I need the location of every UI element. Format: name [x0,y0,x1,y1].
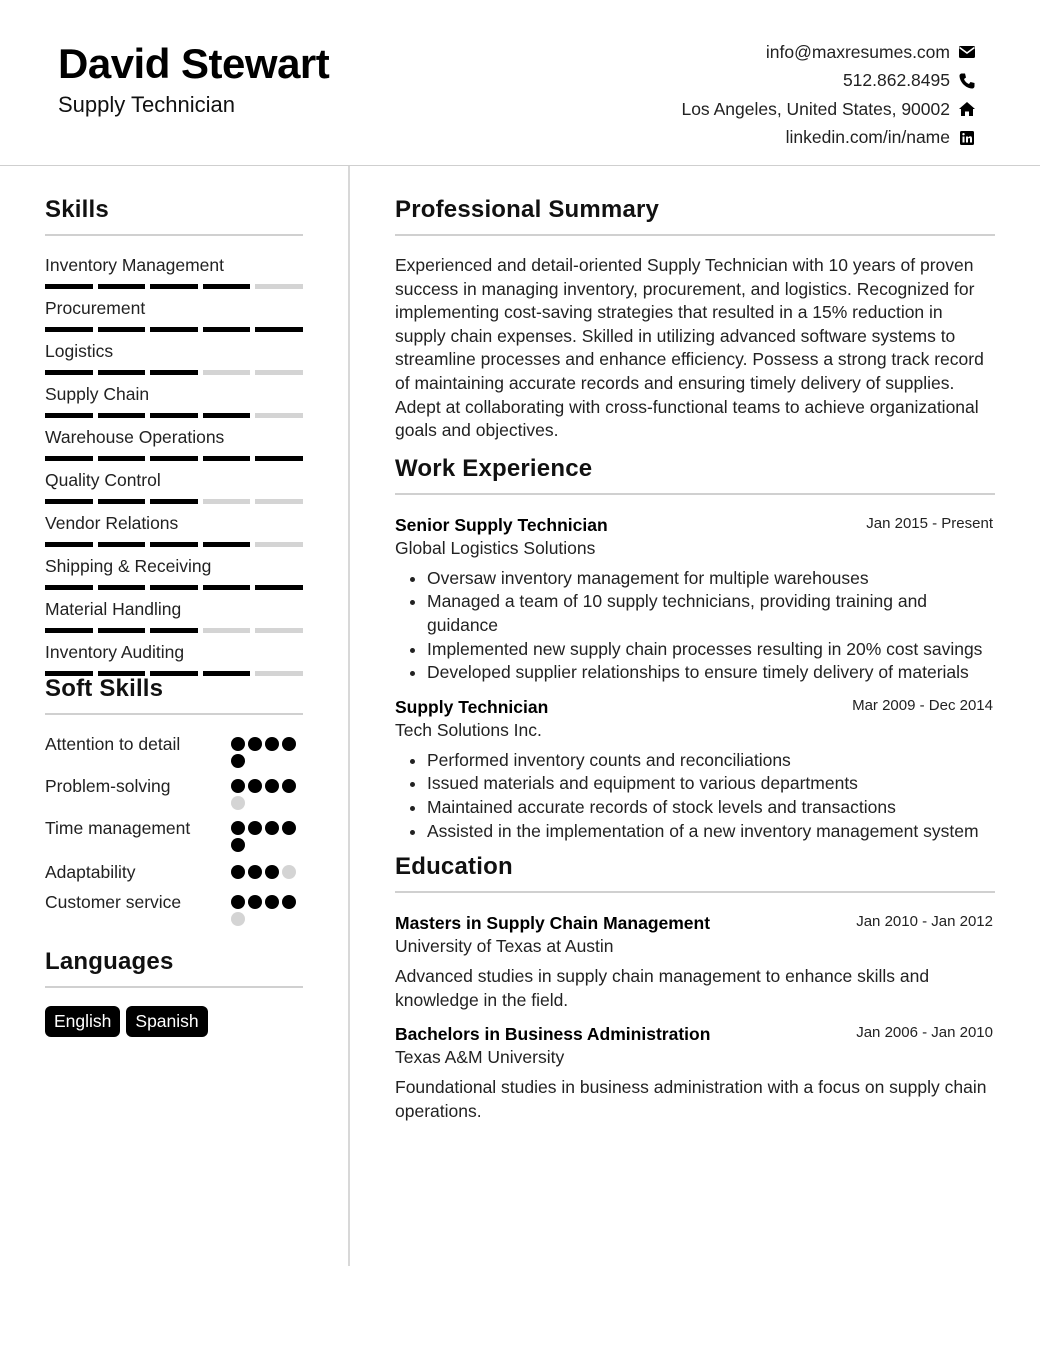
job-company: Tech Solutions Inc. [395,719,542,740]
education-header [395,1024,995,1045]
soft-skill-name: Problem-solving [45,776,171,796]
soft-skill-name: Time management [45,818,191,838]
skill-item [45,549,303,592]
skill-level-segment [255,499,303,504]
languages-section [45,948,303,1037]
job-bullet: • Developed supplier relationships to ensure timely delivery of materials [427,661,995,685]
rating-dot [248,737,262,751]
jobs-list [395,515,995,843]
skill-level-segment [45,499,93,504]
skill-level-segment [150,327,198,332]
skill-level-segment [98,628,146,633]
soft-skill-rating [231,733,303,768]
skill-name: Procurement [45,298,146,318]
skill-level-bar [45,370,303,375]
job-entry [395,515,995,685]
skill-level-segment [203,671,251,676]
rating-dot [231,821,245,835]
skill-level-bar [45,585,303,590]
skill-level-bar [45,542,303,547]
job-bullets [395,567,995,685]
skill-level-segment [45,585,93,590]
contact-phone[interactable] [681,67,976,96]
rating-dot [231,779,245,793]
education-school: University of Texas at Austin [395,936,614,957]
job-date: Jan 2015 - Present [866,514,993,532]
skill-level-segment [255,671,303,676]
rating-dot [231,754,245,768]
linkedin-icon [958,129,976,147]
skill-level-segment [203,370,251,375]
job-bullet: • Oversaw inventory management for multiple warehouses [427,567,995,591]
skill-level-segment [45,413,93,418]
skill-level-segment [45,542,93,547]
skills-heading: Skills [45,196,109,223]
skill-item [45,463,303,506]
skill-item [45,635,303,678]
soft-skills-heading: Soft Skills [45,675,164,702]
skill-item [45,506,303,549]
skill-item [45,592,303,635]
education-heading: Education [395,853,513,881]
skill-level-bar [45,628,303,633]
rating-dot [248,821,262,835]
job-bullet: • Implemented new supply chain processes resulting in 20% cost savings [427,638,995,662]
skill-level-bar [45,456,303,461]
skill-name: Material Handling [45,599,182,619]
contact-linkedin[interactable] [681,124,976,153]
contact-address [681,95,976,124]
skill-level-segment [255,413,303,418]
skill-level-segment [203,456,251,461]
phone-icon [958,72,976,90]
soft-skills-list [45,733,303,926]
soft-skill-item [45,817,303,852]
soft-skill-rating [231,775,303,810]
soft-skill-item [45,775,303,810]
skill-level-segment [98,413,146,418]
education-degree: Masters in Supply Chain Management [395,913,711,934]
summary-heading: Professional Summary [395,196,660,223]
skill-level-segment [203,542,251,547]
right-column [395,196,995,1123]
rating-dot [248,895,262,909]
candidate-title: Supply Technician [58,92,235,117]
skill-level-segment [150,499,198,504]
rating-dot [282,821,296,835]
skill-level-segment [98,284,146,289]
resume-header [0,0,1040,166]
skill-level-segment [150,456,198,461]
skill-level-segment [203,284,251,289]
soft-skills-rule [45,713,303,715]
skill-name: Warehouse Operations [45,427,225,447]
skill-level-segment [203,327,251,332]
rating-dot [282,779,296,793]
skill-name: Logistics [45,341,114,361]
job-company: Global Logistics Solutions [395,537,596,558]
skill-name: Shipping & Receiving [45,556,212,576]
rating-dot [265,895,279,909]
skill-level-segment [98,370,146,375]
skill-level-segment [203,585,251,590]
skill-level-segment [98,542,146,547]
job-bullet: • Managed a team of 10 supply technicians, providing training and guidance [427,590,995,637]
job-role: Supply Technician [395,696,549,717]
soft-skills-section [45,675,303,926]
skill-level-segment [98,456,146,461]
education-section [395,853,995,1123]
left-column [45,196,303,1037]
skill-level-bar [45,284,303,289]
skill-level-segment [45,327,93,332]
job-header [395,697,995,718]
skill-level-segment [98,327,146,332]
skill-level-segment [203,413,251,418]
rating-dot [231,838,245,852]
skill-level-segment [255,327,303,332]
soft-skill-name: Attention to detail [45,734,181,754]
skill-item [45,334,303,377]
education-entry [395,913,995,1012]
summary-text: Experienced and detail-oriented Supply Technician with 10 years of proven success in managing inventory, procurement, and logistics. Recognized for implementing cost-saving strategies that resulted in a 15% reduction in supply chain expenses. Skilled in utilizing advanced software systems to streamline processes and enhance efficiency. Possess a strong track record of maintaining accurate records and ensuring timely delivery of supplies. Adept at collaborating with cross-functional teams to achieve organizational goals and objectives. [395,255,984,441]
skill-name: Supply Chain [45,384,150,404]
contact-address-text: Los Angeles, United States, 90002 [681,98,950,119]
soft-skill-item [45,891,303,926]
education-list [395,913,995,1123]
skill-level-segment [255,284,303,289]
skill-level-segment [45,628,93,633]
rating-dot [282,737,296,751]
skill-level-segment [255,542,303,547]
column-divider [348,166,350,1266]
soft-skill-rating [231,817,303,852]
experience-heading: Work Experience [395,454,593,482]
skill-item [45,248,303,291]
rating-dot [231,895,245,909]
skill-item [45,420,303,463]
skill-level-segment [98,499,146,504]
soft-skill-item [45,861,303,884]
contact-email[interactable] [681,38,976,67]
job-entry [395,697,995,843]
skill-level-segment [150,284,198,289]
skill-level-segment [150,585,198,590]
skill-level-segment [45,370,93,375]
languages-heading: Languages [45,948,174,975]
soft-skill-item [45,733,303,768]
education-rule [395,891,995,893]
rating-dot [231,865,245,879]
contact-linkedin-text: linkedin.com/in/name [785,127,950,148]
soft-skill-name: Adaptability [45,862,136,882]
contact-block [681,38,976,152]
language-badge: English [45,1006,120,1037]
languages-list [45,1006,303,1037]
job-bullet: • Maintained accurate records of stock levels and transactions [427,796,995,820]
language-badge: Spanish [126,1006,207,1037]
skill-level-segment [255,456,303,461]
skills-section [45,196,303,678]
skill-item [45,377,303,420]
job-bullets [395,749,995,843]
soft-skill-rating [231,861,303,884]
skill-level-bar [45,413,303,418]
skill-name: Quality Control [45,470,161,490]
soft-skill-name: Customer service [45,892,182,912]
skill-level-bar [45,327,303,332]
job-header [395,515,995,536]
skill-level-segment [45,284,93,289]
skill-name: Vendor Relations [45,513,179,533]
experience-section [395,455,995,843]
languages-rule [45,986,303,988]
skill-level-segment [150,370,198,375]
contact-email-text: info@maxresumes.com [765,41,950,62]
job-date: Mar 2009 - Dec 2014 [852,696,993,714]
rating-dot [231,737,245,751]
skill-item [45,291,303,334]
education-school: Texas A&M University [395,1047,565,1068]
skill-name: Inventory Management [45,255,224,275]
rating-dot [282,865,296,879]
skill-level-segment [203,499,251,504]
education-entry [395,1024,995,1123]
education-header [395,913,995,934]
rating-dot [265,737,279,751]
skill-level-segment [150,413,198,418]
rating-dot [231,796,245,810]
rating-dot [231,912,245,926]
job-bullet: • Assisted in the implementation of a new inventory management system [427,820,995,844]
education-degree: Bachelors in Business Administration [395,1024,711,1045]
rating-dot [265,821,279,835]
envelope-icon [958,43,976,61]
skill-level-segment [203,628,251,633]
skills-list [45,248,303,678]
job-bullet: • Issued materials and equipment to various departments [427,772,995,796]
skill-level-segment [150,628,198,633]
skill-level-segment [150,542,198,547]
summary-section [395,196,995,443]
rating-dot [265,865,279,879]
skill-level-segment [98,585,146,590]
soft-skill-rating [231,891,303,926]
education-description: Advanced studies in supply chain management to enhance skills and knowledge in the field. [395,966,930,1011]
education-date: Jan 2006 - Jan 2010 [856,1024,993,1042]
skill-level-bar [45,499,303,504]
job-role: Senior Supply Technician [395,514,608,535]
rating-dot [248,779,262,793]
contact-phone-text: 512.862.8495 [842,70,950,91]
job-bullet: • Performed inventory counts and reconciliations [427,749,995,773]
rating-dot [265,779,279,793]
skill-level-segment [45,456,93,461]
rating-dot [282,895,296,909]
rating-dot [248,865,262,879]
home-icon [958,100,976,118]
candidate-name: David Stewart [58,40,330,87]
skill-level-segment [255,370,303,375]
skill-level-segment [255,585,303,590]
summary-rule [395,234,995,236]
skills-rule [45,234,303,236]
experience-rule [395,493,995,495]
skill-name: Inventory Auditing [45,642,185,662]
education-date: Jan 2010 - Jan 2012 [856,913,993,931]
education-description: Foundational studies in business administration with a focus on supply chain operations. [395,1077,987,1122]
skill-level-segment [255,628,303,633]
